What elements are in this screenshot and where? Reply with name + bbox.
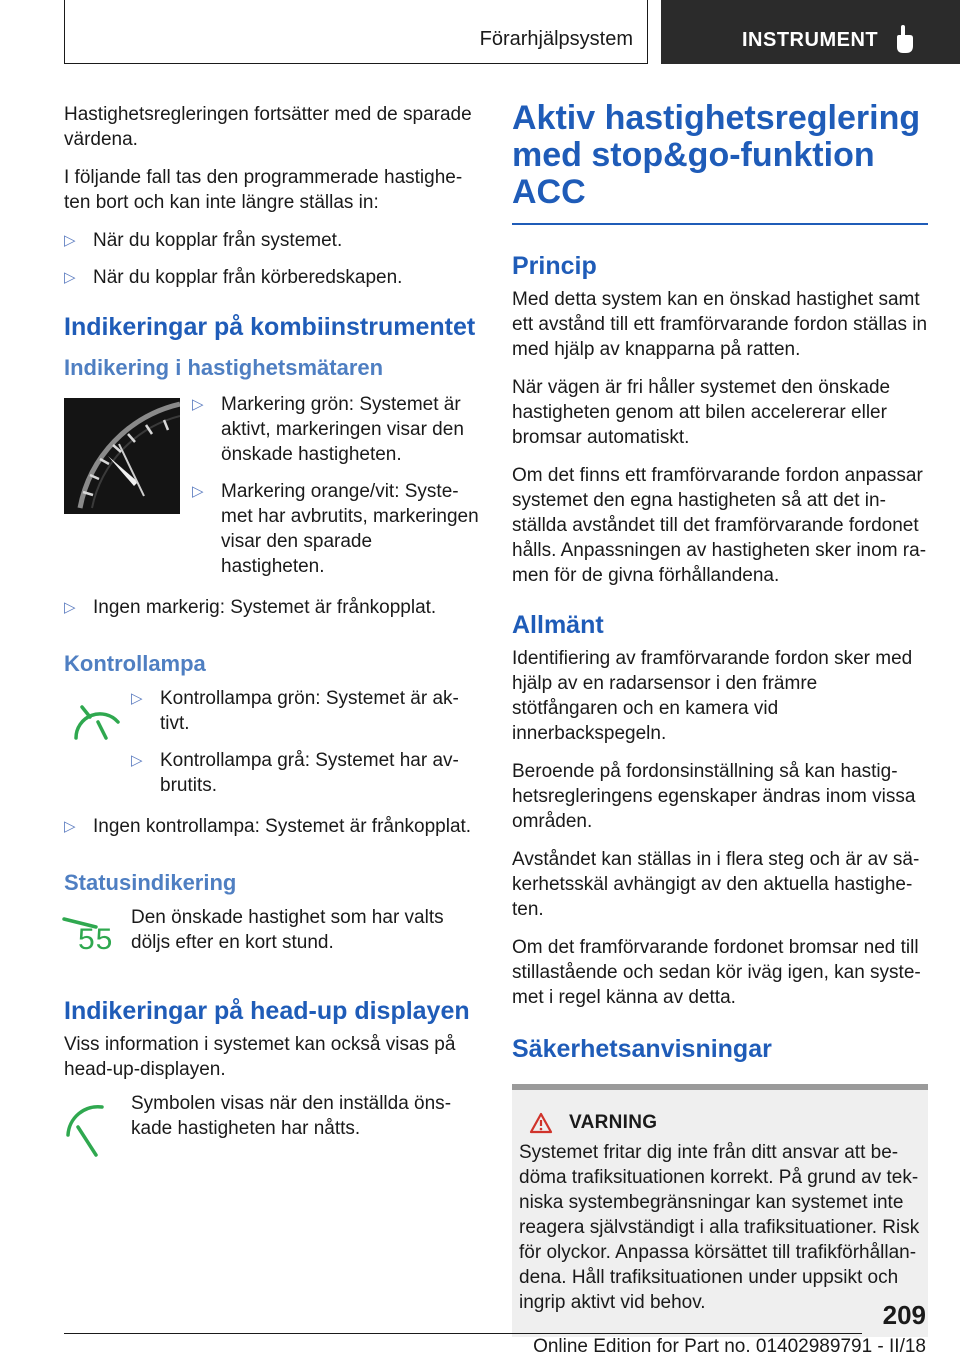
header-chapter-title: INSTRUMENT — [742, 29, 879, 51]
heading-allmant: Allmänt — [512, 610, 604, 639]
title-divider — [512, 223, 928, 225]
bullet-list — [64, 228, 480, 290]
warning-triangle-icon — [529, 1112, 553, 1134]
triangle-bullet-icon: ▷ — [192, 396, 204, 413]
triangle-bullet-icon: ▷ — [192, 483, 204, 500]
triangle-bullet-icon: ▷ — [131, 752, 143, 769]
warning-title: VARNING — [569, 1111, 658, 1133]
status-speed-number: 55 — [78, 923, 114, 956]
header-chapter-tab — [661, 0, 960, 64]
bullet-list — [64, 814, 480, 839]
heading-kombiinstrument: Indikeringar på kombiinstrumentet — [64, 313, 476, 341]
warning-box — [512, 1084, 928, 1337]
heading-kontrollampa: Kontrollampa — [64, 651, 206, 676]
heading-statusindikering: Statusindikering — [64, 870, 237, 895]
heading-head-up: Indikeringar på head-up displayen — [64, 997, 470, 1025]
triangle-bullet-icon: ▷ — [64, 232, 76, 249]
paragraph: Identifiering av framförvarande fordon sker med hjälp av en radarsensor i den främre stötfångaren och en kamera vid innerbackspegeln. — [512, 647, 913, 744]
list-item: ▷ Kontrollampa grön: Systemet är aktivt. — [131, 688, 459, 734]
header-section-title: Förarhjälpsystem — [479, 28, 633, 50]
list-item: ▷ Kontrollampa grå: Systemet har avbrutits. — [131, 750, 459, 796]
footer-edition: Online Edition for Part no. 01402989791 - II/18 — [533, 1336, 926, 1357]
cruise-control-lamp-icon — [62, 688, 128, 754]
list-item: ▷ Ingen markerig: Systemet är frånkopplat. — [64, 597, 437, 618]
heading-sakerhetsanvisningar: Säkerhetsanvisningar — [512, 1034, 772, 1063]
bullet-list — [64, 595, 480, 620]
paragraph: Beroende på fordonsinställning så kan hastighetsregleringens egenskaper ändras inom vissa områden. — [512, 760, 916, 832]
paragraph: När vägen är fri håller systemet den önskade hastigheten genom att bilen accelererar eller bromsar automatiskt. — [512, 376, 891, 448]
list-item: ▷ När du kopplar från körberedskapen. — [64, 267, 403, 288]
bullet-list — [131, 686, 480, 810]
right-column — [512, 99, 928, 1337]
page-number: 209 — [882, 1300, 926, 1330]
speedometer-image — [64, 398, 180, 514]
status-text: Den önskade hastighet som har valts döljs efter en kort stund. — [131, 907, 444, 953]
triangle-bullet-icon: ▷ — [64, 269, 76, 286]
heading-princip: Princip — [512, 251, 597, 280]
paragraph: I följande fall tas den programmerade hastigheten bort och kan inte längre ställas in: — [64, 167, 463, 213]
hud-speed-symbol-icon — [62, 1095, 128, 1161]
triangle-bullet-icon: ▷ — [64, 599, 76, 616]
paragraph: Med detta system kan en önskad hastighet samt ett avstånd till ett framförvarande fordon ställas in med hjälp av knapparna på ratten. — [512, 288, 928, 360]
paragraph: Om det framförvarande fordonet bromsar ned till stillastående och sedan kör iväg igen, kan systemet i regel känna av detta. — [512, 936, 921, 1008]
paragraph: Om det finns ett framförvarande fordon anpassar systemet den egna hastigheten så att det inställda avståndet till det framförvarande fordonet hålls. Anpassningen av hastigheten sker inom ramen för de givna förhållandena. — [512, 464, 927, 586]
bullet-list — [192, 392, 480, 591]
status-speed-indicator — [64, 907, 130, 963]
pointing-hand-icon — [894, 24, 914, 54]
list-item: ▷ Ingen kontrollampa: Systemet är frånkopplat. — [64, 816, 472, 837]
page-title: Aktiv hastighetsreglering med stop&go-funktion ACC — [512, 99, 921, 211]
triangle-bullet-icon: ▷ — [131, 690, 143, 707]
warning-text: Systemet fritar dig inte från ditt ansvar att bedöma trafiksituationen korrekt. På grund av tekniska systembegränsningar kan systemet inte reagera självständigt i alla trafiksituationer. Risk för olyckor. Anpassa körsättet till trafikförhållandena. Håll trafiksituationen under uppsikt och ingrip aktivt vid behov. — [519, 1141, 920, 1313]
list-item: ▷ Markering orange/vit: Systemet har avbrutits, markeringen visar den sparade hastigheten. — [192, 481, 479, 577]
paragraph: Avståndet kan ställas in i flera steg och är av säkerhetsskäl avhängigt av den aktuella hastigheten. — [512, 848, 920, 920]
hud-text: Symbolen visas när den inställda önskade hastigheten har nåtts. — [131, 1093, 452, 1139]
footer-divider — [64, 1333, 862, 1334]
list-item: ▷ När du kopplar från systemet. — [64, 230, 343, 251]
header-section-box — [64, 0, 648, 64]
list-item: ▷ Markering grön: Systemet är aktivt, markeringen visar den önskade hastigheten. — [192, 394, 464, 465]
triangle-bullet-icon: ▷ — [64, 818, 76, 835]
left-column — [64, 102, 480, 1161]
paragraph: Hastighetsregleringen fortsätter med de sparade värdena. — [64, 104, 472, 150]
heading-hastighetsmatare: Indikering i hastighetsmätaren — [64, 355, 384, 380]
paragraph: Viss information i systemet kan också visas på head-up-displayen. — [64, 1034, 456, 1080]
